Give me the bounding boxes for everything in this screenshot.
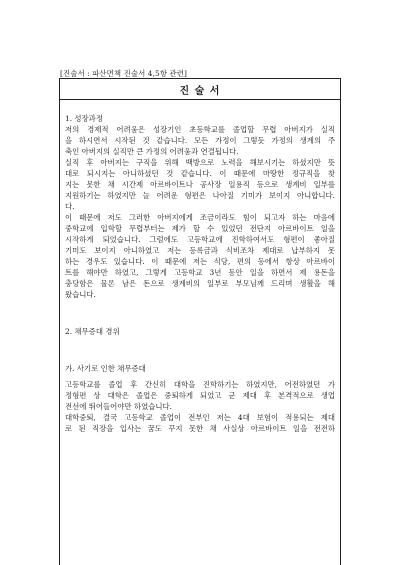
section-1-line: 중학교에 입학할 무렵부터는 제가 할 수 있었던 전단지 아르바이트 일을 (65, 224, 335, 233)
section-1-line: 지원하기는 하였지만 늘 어려운 형편은 나아질 기미가 보이지 아니합니다. (65, 191, 335, 200)
section-2-line: 고등학교를 졸업 후 간신히 대학을 진학하기는 하였지만, 어전하였던 가 (65, 380, 335, 389)
section-1-line: 왔습니다. (65, 290, 96, 299)
document-caption: [진술서 : 파산면책 진술서 4,5항 관련] (60, 69, 187, 78)
section-1-line: 시작하게 되었습니다. 그럼에도 고등학교에 진학하여서도 형편이 좋아질 (65, 235, 335, 244)
section-1-line: 기미도 보이지 아니하였고 저는 등록금과 식비조차 제대로 납부하지 못 (65, 246, 335, 255)
document-title: 진 술 서 (179, 86, 221, 97)
section-1-heading: 1. 성장과정 (65, 114, 103, 123)
section-1-line: 하는 경우도 있습니다. 이 때문에 저는 식당, 편의 등에서 항상 아르바이 (65, 257, 335, 266)
statement-form (59, 78, 341, 565)
section-1-line: 을 하시면서 시작된 것 같습니다. 모든 가정이 그렇듯 가정의 생계의 주 (65, 136, 335, 145)
section-1-line: 대로 되시지는 아니하셨던 것 같습니다. 이 때문에 마땅한 정규직을 찾 (65, 169, 335, 178)
section-1-line: 지는 못한 채 시간제 아르바이트나 공사장 일용직 등으로 생계비 일부를 (65, 180, 335, 189)
section-2-heading: 2. 채무증대 경위 (65, 327, 120, 336)
section-1-line: 저의 경제적 어려움은 성장기인 초등학교를 졸업할 무렵 아버지가 실직 (65, 125, 335, 134)
section-1-line: 다. (65, 202, 75, 211)
section-2-subheading: 가. 사기로 인한 채무증대 (65, 364, 146, 373)
section-1-line: 충당함은 물론 남은 돈으로 생계비의 일부로 부모님께 드리며 생활을 해 (65, 279, 335, 288)
title-row (60, 79, 340, 100)
section-2-line: 정형편 상 대학은 졸업은 중퇴하게 되었고 군 제대 후 본격적으로 생업 (65, 391, 335, 400)
section-1-line: 트를 해야만 하였고, 그렇게 고등학교 3년 동안 일을 하면서 제 용돈을 (65, 268, 335, 277)
section-2-line: 대학중퇴, 결국 고등학교 졸업이 전부인 저는 4대 보험이 적용되는 제대 (65, 413, 335, 422)
section-1-line: 축인 아버지의 실직만 큰 가정의 어려움과 연결됩니다. (65, 147, 239, 156)
section-1-line: 실직 후 아버지는 구직을 위해 백방으로 노력을 해보시기는 하셨지만 뜻 (65, 158, 335, 167)
section-2-line: 전선에 뛰어들어야만 하였습니다. (65, 402, 173, 411)
section-2-line: 로 된 직장을 입사는 꿈도 꾸지 못한 채 사실상 아르바이트 일을 전전하 (65, 424, 335, 433)
section-1-line: 이 때문에 저도 그러한 아버지에게 조금이라도 힘이 되고자 하는 마음에 (65, 213, 335, 222)
